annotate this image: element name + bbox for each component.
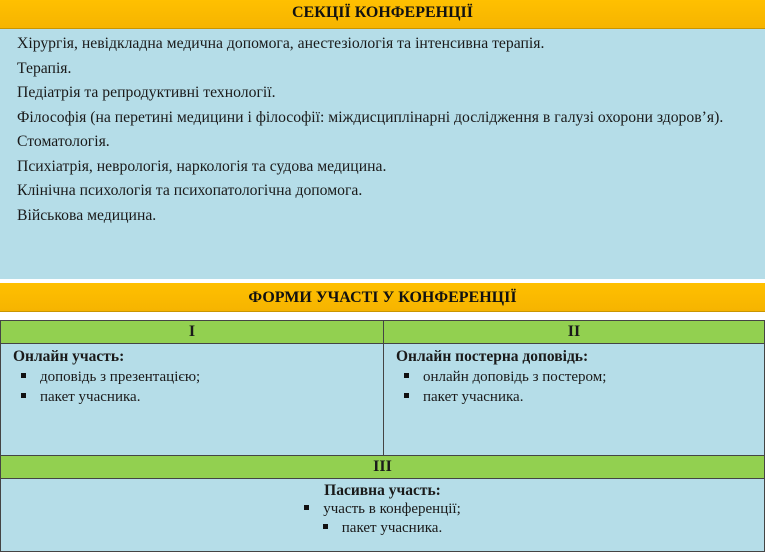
forms-header: ФОРМИ УЧАСТІ У КОНФЕРЕНЦІЇ <box>0 283 765 312</box>
form-1-item-text: пакет учасника. <box>40 389 141 405</box>
section-item-philosophy: Філософія (на перетині медицини і філософії: міждисциплінарні дослідження в галузі охорони здоров’я). <box>17 108 724 126</box>
bullet-icon <box>323 524 328 529</box>
form-3-cell <box>0 479 765 552</box>
section-item-surgery: Хірургія, невідкладна медична допомога, анестезіологія та інтенсивна терапія. <box>17 35 545 52</box>
form-3-title: Пасивна участь: <box>324 482 441 499</box>
section-item-dentistry: Стоматологія. <box>17 133 110 150</box>
sections-header: СЕКЦІЇ КОНФЕРЕНЦІЇ <box>0 0 765 29</box>
form-3-item-text: участь в конференції; <box>323 501 461 517</box>
form-2-item-text: пакет учасника. <box>423 389 524 405</box>
form-2-numeral: ІІ <box>383 320 765 344</box>
form-1-item <box>13 387 383 407</box>
form-3-item <box>1 519 764 538</box>
section-item-clinical-psychology: Клінічна психологія та психопатологічна допомога. <box>17 182 363 199</box>
form-3-numeral: ІІІ <box>0 455 765 479</box>
bullet-icon <box>21 393 26 398</box>
form-2-cell <box>383 344 765 456</box>
form-2-item <box>396 387 764 407</box>
bullet-icon <box>304 505 309 510</box>
form-2-item-text: онлайн доповідь з постером; <box>423 369 607 385</box>
bullet-icon <box>404 373 409 378</box>
form-1-numeral: І <box>0 320 384 344</box>
form-3-item <box>1 500 764 519</box>
form-1-title: Онлайн участь: <box>13 348 125 365</box>
section-item-psychiatry: Психіатрія, неврологія, наркологія та судова медицина. <box>17 157 387 175</box>
form-3-item-text: пакет учасника. <box>341 520 443 536</box>
bullet-icon <box>404 393 409 398</box>
sections-list <box>0 29 765 279</box>
section-item-therapy: Терапія. <box>17 59 72 77</box>
form-1-cell <box>0 344 384 456</box>
form-2-title: Онлайн постерна доповідь: <box>396 348 589 365</box>
participation-forms-table <box>0 320 765 552</box>
form-1-item <box>13 367 383 387</box>
section-item-military-medicine: Військова медицина. <box>17 206 157 224</box>
form-1-item-text: доповідь з презентацією; <box>40 369 201 385</box>
bullet-icon <box>21 373 26 378</box>
section-item-pediatrics: Педіатрія та репродуктивні технології. <box>17 84 276 101</box>
form-2-item <box>396 367 764 387</box>
